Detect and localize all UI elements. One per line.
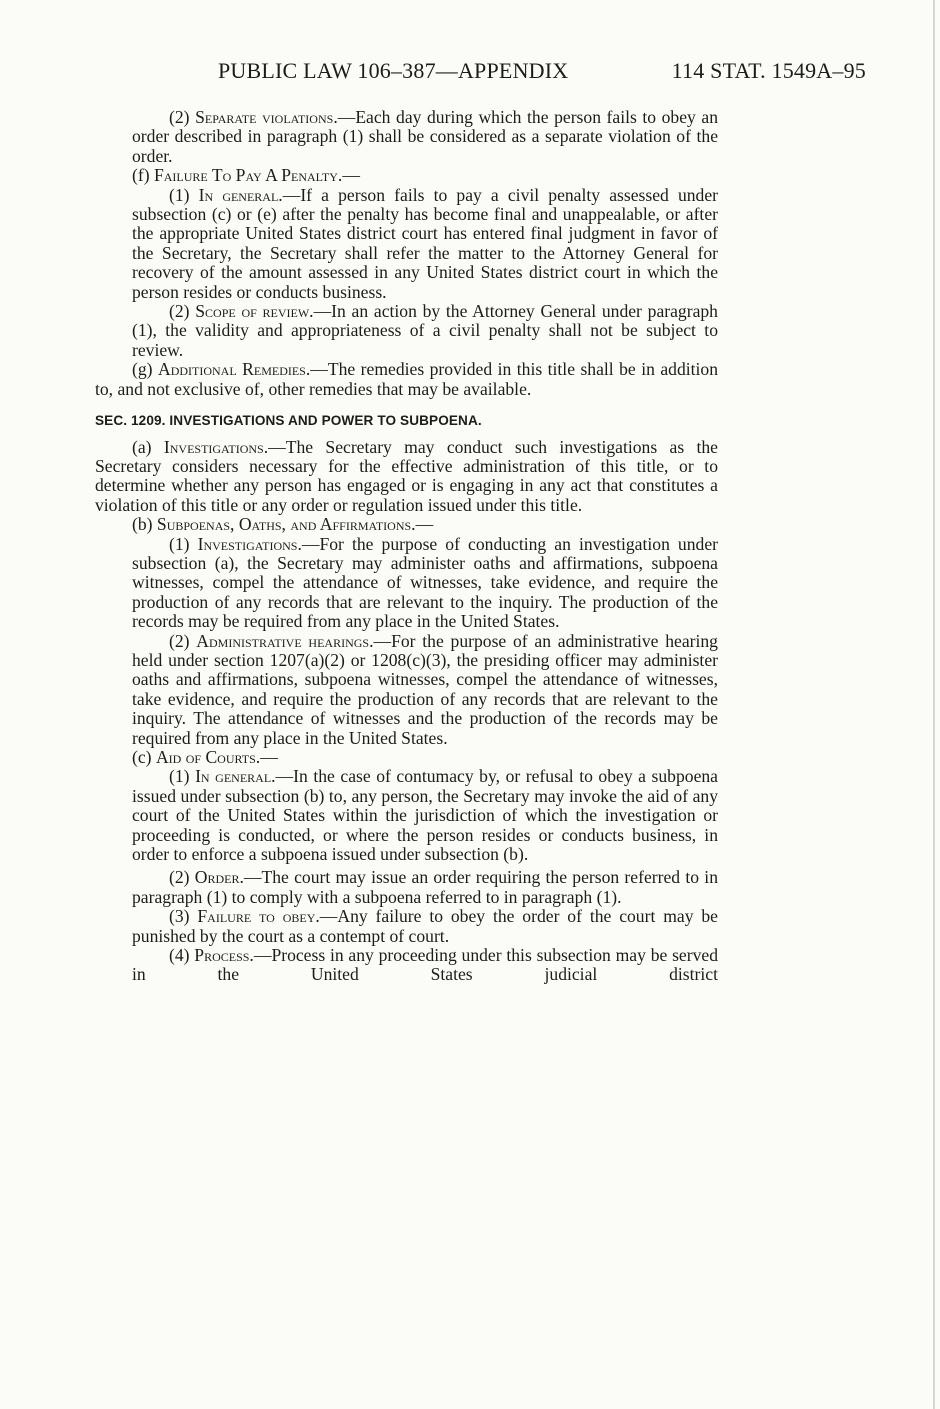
section-heading: SEC. 1209. INVESTIGATIONS AND POWER TO SUBPOENA. [95, 413, 482, 429]
paragraph-heading: Separate violations. [195, 107, 338, 127]
header-page-ref: 114 STAT. 1549A–95 [671, 58, 866, 83]
paragraph-heading: Administrative hearings. [196, 630, 374, 651]
paragraph-f: (f) Failure To Pay A Penalty.— [132, 165, 360, 186]
paragraph-heading: Failure to obey. [197, 906, 320, 927]
paragraph-heading: Subpoenas, Oaths, and Affirmations. [156, 514, 416, 535]
paragraph-heading: Order. [194, 867, 244, 888]
paragraph-heading: Additional Remedies. [157, 359, 311, 380]
paragraph-heading: In general. [195, 766, 276, 787]
paragraph-c4: (4) Process.—Process in any proceeding under this subsection may be served in the United States judicial district [132, 945, 718, 985]
page-edge-shadow [933, 0, 935, 1409]
paragraph-c1: (1) In general.—In the case of contumacy by, or refusal to obey a subpoena issued under subsection (b) to, any person, the Secretary may invoke the aid of any court of the United States within the jurisdiction of which the investigation or proceeding is conducted, or where the person resides or conducts business, in order to enforce a subpoena issued under subsection (b). [132, 766, 718, 865]
paragraph-c3: (3) Failure to obey.—Any failure to obey the order of the court may be punished by the court as a contempt of court. [132, 906, 718, 946]
paragraph-heading: In general. [198, 184, 283, 205]
paragraph-heading: Investigations. [197, 533, 302, 554]
header-title: PUBLIC LAW 106–387—APPENDIX [218, 58, 569, 83]
paragraph-f1: (1) In general.—If a person fails to pay a civil penalty assessed under subsection (c) or (e) after the penalty has become final and unappealable, or after the appropriate United States district court has entered final judgment in favor of the Secretary, the Secretary shall refer the matter to the Attorney General for recovery of the amount assessed in any United States district court in which the person resides or conducts business. [132, 184, 718, 302]
document-body [95, 108, 718, 985]
paragraph-g: (g) Additional Remedies.—The remedies provided in this title shall be in addition to, and not exclusive of, other remedies that may be available. [95, 359, 718, 399]
paragraph-e2: (2) Separate violations.—Each day during which the person fails to obey an order described in paragraph (1) shall be considered as a separate violation of the order. [132, 107, 718, 166]
paragraph-b: (b) Subpoenas, Oaths, and Affirmations.— [132, 514, 434, 535]
paragraph-b2: (2) Administrative hearings.—For the purpose of an administrative hearing held under section 1207(a)(2) or 1208(c)(3), the presiding officer may administer oaths and affirmations, subpoena witnesses, compel the attendance of witnesses, take evidence, and require the production of any records that are relevant to the inquiry. The attendance of witnesses and the production of the records may be required from any place in the United States. [132, 630, 718, 748]
paragraph-heading: Aid of Courts. [155, 747, 261, 767]
paragraph-heading: Investigations. [163, 436, 269, 457]
paragraph-heading: Process. [194, 945, 254, 966]
paragraph-b1: (1) Investigations.—For the purpose of conducting an investigation under subsection (a), the Secretary may administer oaths and affirmations, subpoena witnesses, compel the attendance of witnesses, take evidence, and require the production of any records that are relevant to the inquiry. The production of the records may be required from any place in the United States. [132, 533, 718, 632]
paragraph-heading: Failure To Pay A Penalty. [153, 165, 343, 186]
page-header [218, 58, 866, 92]
paragraph-c2: (2) Order.—The court may issue an order requiring the person referred to in paragraph (1) to comply with a subpoena referred to in paragraph (1). [132, 867, 718, 907]
paragraph-c: (c) Aid of Courts.— [132, 747, 278, 767]
paragraph-f2: (2) Scope of review.—In an action by the Attorney General under paragraph (1), the validity and appropriateness of a civil penalty shall not be subject to review. [132, 301, 718, 360]
paragraph-heading: Scope of review. [195, 301, 314, 322]
paragraph-a: (a) Investigations.—The Secretary may conduct such investigations as the Secretary considers necessary for the effective administration of this title, or to determine whether any person has engaged or is engaging in any act that constitutes a violation of this title or any order or regulation issued under this title. [95, 436, 718, 515]
